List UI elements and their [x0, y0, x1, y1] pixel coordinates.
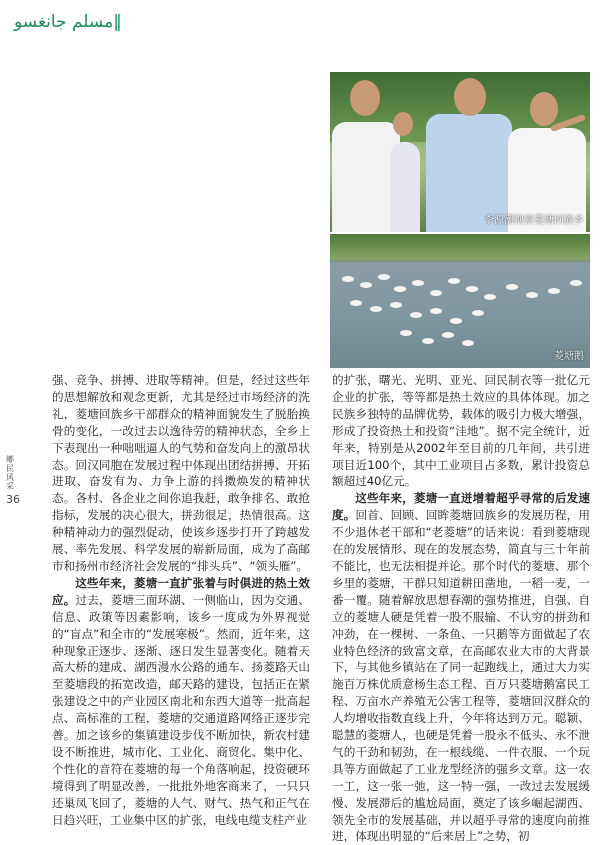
head-icon [530, 92, 558, 126]
head-icon [393, 112, 413, 136]
header-title: مسلم جانغسو‖ [14, 12, 122, 32]
article-column-right [332, 372, 590, 845]
photo-caption-2: 菱塘鹅 [554, 351, 584, 362]
head-icon [454, 78, 486, 116]
photo-caption-1: 李源潮视察菱塘回族乡 [484, 215, 584, 226]
section-heading: 这些年来，菱塘一直扩张着与时俱进的热土效应。 [52, 575, 310, 607]
paragraph: 的扩张，曙光、光明、亚光、回民制衣等一批亿元企业的扩张，等等都是热土效应的具体体现。加之民族乡独特的品牌优势，载体的吸引力极大增强，形成了投资热土和投资“洼地”。据不完全统计，近年来，特别是从2002年至目前的几年间，共引进项目近100个，其中工业项目占多数，累计投资总额超过40亿元。 [332, 373, 590, 489]
head-icon [350, 80, 380, 116]
photo-geese [330, 234, 590, 368]
paragraph [332, 490, 590, 845]
section-heading: 这些年来，菱塘一直迸增着超乎寻常的后发速度。 [332, 491, 590, 523]
photo-inspection [330, 72, 590, 232]
article-column-left [52, 372, 310, 828]
paragraph-body: 过去，菱塘三面环湖、一侧临山，因为交通、信息、政策等因素影响，该乡一度成为外界视觉的“盲点”和全市的“发展寒极”。然而，近年来，这种现象正逐步、逐渐、逐日发生显著变化。随着天高大桥的建成、湖西漫水公路的通车、扬菱路天山至菱塘段的拓宽改造，邮天路的建设，包括正在紧张建设之中的产业园区南北和东西大道等一批高起点、高标准的工程，菱塘的交通道路网络正逐步完善。加之该乡的集镇建设步伐不断加快，新农村建设不断推进，城市化、工业化、商贸化、集中化、个性化的音符在菱塘的每一个角落响起，投资硬环境得到了明显改善，一批批外地客商来了，一只只还巢凤飞回了，菱塘的人气、财气、热气和正气在日趋兴旺，工业集中区的扩张，电线电缆支柱产业 [52, 592, 310, 827]
page-number: 36 [6, 493, 20, 506]
paragraph [52, 575, 310, 829]
sidebar-label: 鄉民风采 [6, 455, 14, 491]
paragraph: 强、竞争、拼搏、进取等精神。但是，经过这些年的思想解放和观念更新，尤其是经过市场经济的洗礼，菱塘回族乡干部群众的精神面貌发生了脱胎换骨的变化，一改过去以逸待劳的精神状态，全乡上下表现出一种咄咄逼人的气势和奋发向上的激昂状态。回汉同胞在发展过程中体现出团结拼搏、开拓进取、奋发有为、力争上游的抖擞焕发的精神状态。各村、各企业之间你追我赶，敢争排名、敢抢指标，发展的决心很大，拼劲很足，热情很高。这种精神动力的强烈促动，使该乡逐步打开了跨越发展、率先发展、科学发展的崭新局面，成为了高邮市和扬州市经济社会发展的“排头兵”、“领头雁”。 [52, 373, 310, 573]
sidebar [6, 455, 20, 504]
paragraph-body: 回首、回顾、回眸菱塘回族乡的发展历程，用不少退休老干部和“老菱塘”的话来说：看到菱塘现在的发展情形、现在的发展态势，简直与三十年前不能比，也无法相提并论。那个时代的菱塘、那个乡里的菱塘，干群只知道耕田凿地，一稻一麦，一番一覆。随着解放思想春潮的强势推进，自强、自立的菱塘人硬是凭着一股不服输、不认穷的拼劲和冲劲，在一棵树、一条鱼、一只鹅等方面做起了农业特色经济的致富文章，在高邮农业大市的大背景下，与其他乡镇站在了同一起跑线上，通过大力实施百万株优质意杨生态工程、百万只菱塘鹅富民工程、万亩水产养殖无公害工程等，菱塘回汉群众的人均增收指数直线上升，今年将达到万元。聪颖、聪慧的菱塘人，也硬是凭着一股永不低头、永不泄气的干劲和韧劲，在一根线缆、一件衣服、一个玩具等方面做起了工业龙型经济的强乡文章。这一农一工，这一张一弛，这一特一强，一改过去发展缓慢、发展滞后的尴尬局面，奠定了该乡崛起湖西、领先全市的发展基础，并以超乎寻常的速度向前推进，体现出明显的“后来居上”之势，初 [332, 508, 590, 844]
person-woman [390, 142, 420, 232]
